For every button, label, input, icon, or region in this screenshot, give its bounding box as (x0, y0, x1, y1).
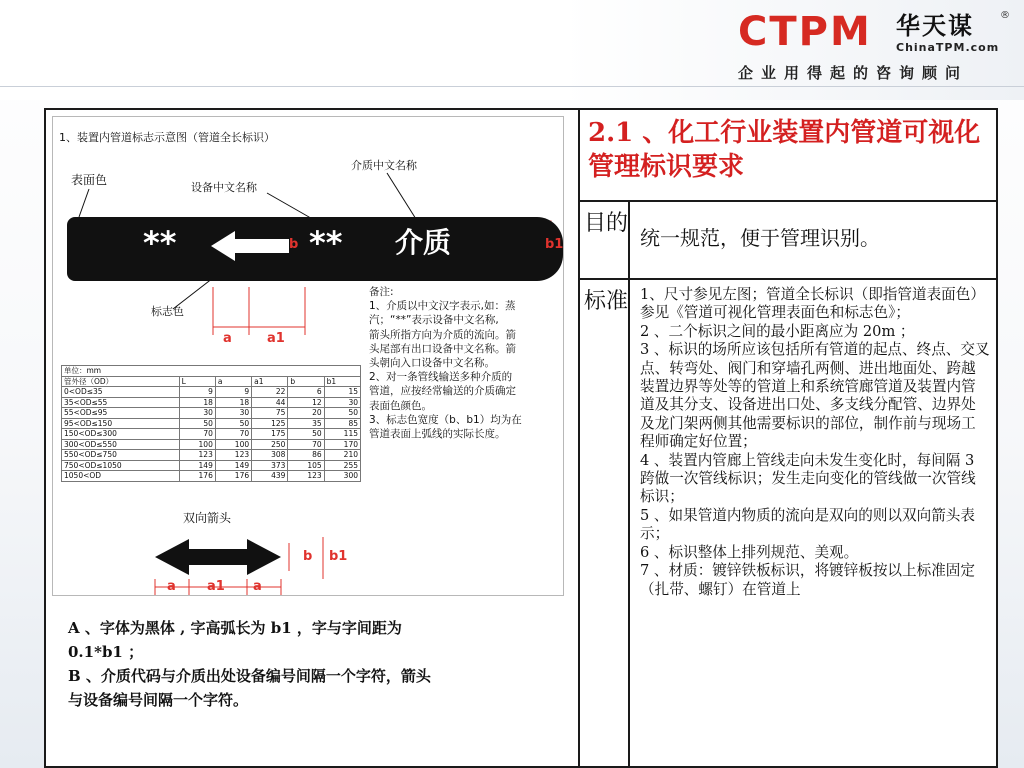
standard-item: 7 、材质：镀锌铁板标识，将镀锌板按以上标准固定（扎带、螺钉）在管道上 (640, 562, 975, 598)
note-b-line2: 与设备编号间隔一个字符。 (68, 691, 249, 709)
table-cell: 6 (288, 387, 324, 398)
note-a-line2: 0.1*b1 ； (68, 643, 144, 661)
table-row (62, 471, 361, 482)
logo-slogan: 企业用得起的咨询顾问 (738, 64, 969, 82)
table-row (62, 366, 361, 377)
table-cell: 55<OD≤95 (62, 408, 180, 419)
table-cell: 175 (252, 429, 288, 440)
note-a-line1: A 、字体为黑体 , 字高弧长为 b1 ，字与字间距为 (68, 619, 402, 637)
pipe-device-code-left: ** (143, 224, 177, 262)
font-spacing-notes (68, 616, 568, 712)
note-line: 管道，应按经常输送的介质确定 (369, 385, 516, 398)
table-header: b1 (324, 376, 360, 387)
pipe-medium-name: 介质 (395, 226, 452, 259)
section-title: 2.1 、化工行业装置内管道可视化管理标识要求 (588, 118, 981, 182)
table-cell: 373 (252, 460, 288, 471)
standard-requirements (640, 286, 990, 599)
logo-website: ChinaTPM.com (896, 41, 1000, 54)
table-cell: 125 (252, 418, 288, 429)
company-logo (738, 10, 1020, 86)
table-cell: 9 (179, 387, 215, 398)
table-row (62, 387, 361, 398)
table-row (62, 408, 361, 419)
table-cell: 176 (179, 471, 215, 482)
logo-registered-mark: ® (1000, 10, 1010, 21)
table-header: b (288, 376, 324, 387)
diagram-notes (369, 285, 569, 441)
table-cell: 85 (324, 418, 360, 429)
table-cell: 95<OD≤150 (62, 418, 180, 429)
table-cell: 35 (288, 418, 324, 429)
table-cell: 123 (179, 450, 215, 461)
table-cell: 255 (324, 460, 360, 471)
header-divider (0, 86, 1024, 87)
table-cell: 44 (252, 397, 288, 408)
flow-arrow-icon (211, 229, 291, 263)
label-sign-color: 标志色 (151, 305, 184, 318)
bidirectional-arrow-title: 双向箭头 (183, 511, 232, 525)
table-cell: 123 (215, 450, 251, 461)
table-cell: 70 (179, 429, 215, 440)
note-b-line1: B 、介质代码与介质出处设备编号间隔一个字符，箭头 (68, 667, 431, 685)
standard-item: 1、尺寸参见左图；管道全长标识（即指管道表面色）参见《管道可视化管理表面色和标志色》； (640, 286, 985, 322)
note-line: 汽；“**”表示设备中文名称, (369, 314, 499, 327)
note-line: 表面色颜色。 (369, 399, 432, 412)
table-cell: 35<OD≤55 (62, 397, 180, 408)
table-cell: 75 (252, 408, 288, 419)
table-cell: 18 (179, 397, 215, 408)
table-cell: 300<OD≤550 (62, 439, 180, 450)
note-line: 管道表面上弧线的实际长度。 (369, 428, 506, 441)
table-cell: 439 (252, 471, 288, 482)
table-cell: 149 (179, 460, 215, 471)
note-line: 头尾部有出口设备中文名称。箭 (369, 342, 516, 355)
table-unit: 单位：mm (62, 366, 361, 377)
table-header: L (179, 376, 215, 387)
standard-item: 6 、标识整体上排列规范、美观。 (640, 543, 859, 561)
standard-item: 4 、装置内管廊上管线走向未发生变化时，每间隔 3 跨做一次管线标识；发生走向变化的管线做一次管线标识； (640, 451, 976, 506)
purpose-label: 目的 (584, 211, 629, 236)
table-cell: 9 (215, 387, 251, 398)
dimension-b: b (289, 237, 299, 252)
notes-title: 备注: (369, 286, 394, 298)
bidir-dimension-a-left: a (167, 579, 176, 594)
table-cell: 550<OD≤750 (62, 450, 180, 461)
table-cell: 30 (324, 397, 360, 408)
standard-label: 标准 (584, 289, 629, 314)
table-cell: 70 (215, 429, 251, 440)
diagram-panel (46, 110, 578, 766)
table-cell: 210 (324, 450, 360, 461)
table-cell: 149 (215, 460, 251, 471)
table-cell: 20 (288, 408, 324, 419)
table-cell: 115 (324, 429, 360, 440)
note-line: 1、介质以中文汉字表示,如：蒸 (369, 300, 516, 313)
purpose-text: 统一规范，便于管理识别。 (640, 226, 880, 250)
note-line: 头朝向入口设备中文名称。 (369, 357, 495, 370)
table-cell: 12 (288, 397, 324, 408)
note-line: 3、标志色宽度（b、b1）均为在 (369, 413, 522, 426)
bidir-dimension-b: b (303, 549, 313, 564)
table-cell: 86 (288, 450, 324, 461)
table-cell: 50 (179, 418, 215, 429)
label-device-name: 设备中文名称 (191, 181, 257, 194)
title-row-divider (578, 200, 998, 202)
table-cell: 70 (288, 439, 324, 450)
table-header-row (62, 376, 361, 387)
table-row (62, 429, 361, 440)
diagram-title: 1、装置内管道标志示意图（管道全长标识） (59, 131, 275, 144)
column-divider (578, 108, 580, 768)
table-cell: 300 (324, 471, 360, 482)
standard-item: 2 、二个标识之间的最小距离应为 20m ； (640, 322, 915, 340)
table-cell: 100 (179, 439, 215, 450)
table-cell: 170 (324, 439, 360, 450)
table-header: 管外径（OD） (62, 376, 180, 387)
table-cell: 150<OD≤300 (62, 429, 180, 440)
table-cell: 22 (252, 387, 288, 398)
note-line: 2、对一条管线输送多种介质的 (369, 371, 513, 384)
table-row (62, 439, 361, 450)
table-cell: 15 (324, 387, 360, 398)
label-medium-name: 介质中文名称 (351, 159, 417, 172)
standard-item: 5 、如果管道内物质的流向是双向的则以双向箭头表示； (640, 506, 975, 543)
table-cell: 50 (324, 408, 360, 419)
bidir-dimension-b1: b1 (329, 549, 348, 564)
table-cell: 250 (252, 439, 288, 450)
table-cell: 50 (215, 418, 251, 429)
label-surface-color: 表面色 (71, 173, 108, 187)
table-row (62, 460, 361, 471)
standard-item: 3 、标识的场所应该包括所有管道的起点、终点、交叉点、转弯处、阀门和穿墙孔两侧、进出地面处、跨越装置边界等处等的管道上和系统管廊管道及装置内管道及其分支、设备进出口处、多支线分配管、边界处及龙门架两侧其他需要标识的部位，制作前与现场工程师确定好位置； (640, 341, 990, 451)
table-cell: 308 (252, 450, 288, 461)
note-line: 箭头所指方向为介质的流向。箭 (369, 328, 516, 341)
table-cell: 18 (215, 397, 251, 408)
table-cell: 1050<OD (62, 471, 180, 482)
table-cell: 50 (288, 429, 324, 440)
label-column-divider (628, 200, 630, 768)
dimension-b1: b1 (545, 237, 564, 252)
table-header: a (215, 376, 251, 387)
dimension-a1: a1 (267, 331, 285, 346)
dimension-table (61, 365, 361, 482)
table-cell: 30 (179, 408, 215, 419)
pipe-marking-diagram (52, 116, 564, 596)
table-cell: 0<OD≤35 (62, 387, 180, 398)
bidir-dimension-a-right: a (253, 579, 262, 594)
logo-chinese-name: 华天谋 (896, 12, 974, 40)
table-cell: 30 (215, 408, 251, 419)
table-header: a1 (252, 376, 288, 387)
purpose-row-divider (578, 278, 998, 280)
table-cell: 100 (215, 439, 251, 450)
table-row (62, 397, 361, 408)
pipe-device-code-right: ** (309, 224, 343, 262)
logo-wordmark: CTPM (738, 9, 872, 55)
dimension-a: a (223, 331, 232, 346)
table-row (62, 418, 361, 429)
table-cell: 176 (215, 471, 251, 482)
table-cell: 123 (288, 471, 324, 482)
table-row (62, 450, 361, 461)
bidir-dimension-a1: a1 (207, 579, 225, 594)
table-cell: 750<OD≤1050 (62, 460, 180, 471)
table-cell: 105 (288, 460, 324, 471)
